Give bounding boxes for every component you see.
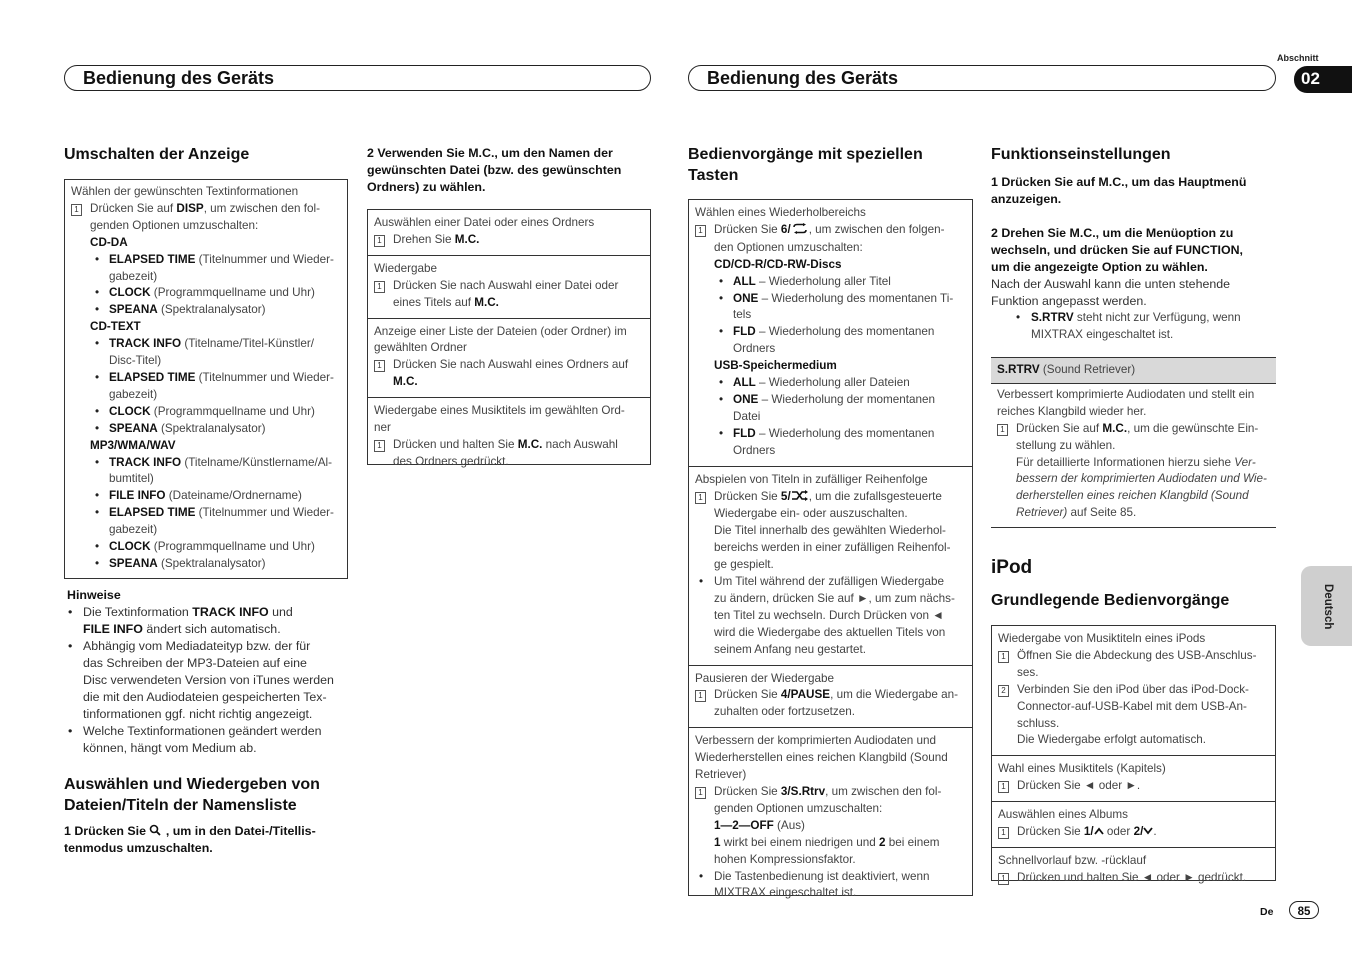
sec-repeat	[689, 200, 972, 467]
sec-pause	[689, 666, 972, 729]
option-item: • CLOCK (Programmquellname und Uhr)	[71, 539, 341, 556]
srtrv-desc: Verbessert komprimierte Audiodaten und stellt ein reiches Klangbild wieder her.	[997, 387, 1255, 418]
option-item: • TRACK INFO (Titelname/Titel-Künstler/ Disc-Titel)	[71, 336, 341, 370]
srtrv-box	[991, 357, 1276, 528]
group-items	[695, 274, 966, 359]
step-line: 1 Drücken und halten Sie M.C. nach Auswahl	[374, 437, 644, 454]
display-options-box	[64, 179, 348, 579]
group-title: CD/CD-R/CD-RW-Discs	[714, 257, 842, 271]
step-number-1: 1	[374, 281, 385, 293]
step-number-1: 1	[695, 492, 706, 504]
page-number-badge	[1289, 901, 1319, 919]
sec-ipod-album	[992, 802, 1275, 848]
step-line-cont: Wiedergabe ein- oder auszuschalten. Die Titel innerhalb des gewählten Wiederhol- bereichs werden in einer zufälligen Reihenfol- ge gespielt.	[714, 507, 951, 572]
header-bar-left	[64, 65, 651, 91]
step-line: 2 Verbinden Sie den iPod über das iPod-Dock- Connector-auf-USB-Kabel mit dem USB-An- schluss. Die Wiedergabe erfolgt automatisch.	[998, 682, 1269, 750]
sec-title: Wiedergabe	[374, 261, 438, 275]
step-line-cont: M.C.	[393, 375, 418, 389]
srtrv-note	[1012, 310, 1241, 344]
option-item: • CLOCK (Programmquellname und Uhr)	[71, 404, 341, 421]
ipod-box	[991, 625, 1276, 884]
step-number-1: 1	[998, 873, 1009, 885]
option-item: • FLD – Wiederholung des momentanen Ordners	[695, 324, 966, 358]
step-line: 1 Drücken und halten Sie ◄ oder ► gedrückt.	[998, 870, 1269, 887]
special-keys-box	[688, 199, 973, 900]
section-number: 02	[1301, 69, 1320, 88]
step-number-1: 1	[695, 225, 706, 237]
group-title: CD-DA	[90, 235, 128, 249]
sec-title: Pausieren der Wiedergabe	[695, 671, 835, 685]
step-line-cont: genden Optionen umzuschalten:	[714, 801, 883, 815]
sec-list	[368, 319, 650, 399]
option-groups	[71, 235, 341, 573]
step-line-cont: den Optionen umzuschalten:	[714, 240, 863, 254]
step-1-search: 1 Drücken Sie , um in den Datei-/Titellis- tenmodus umzuschalten.	[64, 824, 316, 855]
step-line: 1 Öffnen Sie die Abdeckung des USB-Anschlus- ses.	[998, 648, 1269, 682]
heading-funktionseinstellungen: Funktionseinstellungen	[991, 146, 1171, 163]
section-number-badge	[1294, 66, 1352, 93]
step-number-1: 1	[998, 651, 1009, 663]
option-item: • CLOCK (Programmquellname und Uhr)	[71, 285, 341, 302]
option-item: • ONE – Wiederholung der momentanen Datei	[695, 392, 966, 426]
option-item: • ELAPSED TIME (Titelnummer und Wieder- gabezeit)	[71, 370, 341, 404]
step-line: 1 Drücken Sie ◄ oder ►.	[998, 778, 1269, 795]
step-number-1: 1	[695, 690, 706, 702]
srtrv-header-text: S.RTRV (Sound Retriever)	[997, 363, 1136, 376]
step-number-2: 2	[998, 685, 1009, 697]
step-line: 1 Drehen Sie M.C.	[374, 232, 644, 249]
reference-text: Für detaillierte Informationen hierzu siehe Ver- bessern der komprimierten Audiodaten und Wie- derherstellen eines reichen Klangbild (Sound Retriever) auf Seite 85.	[1016, 455, 1267, 520]
step-line: 1 Drücken Sie 6/ , um zwischen den folgen-	[695, 222, 966, 240]
ipod-subheading: Grundlegende Bedienvorgänge	[991, 592, 1230, 609]
options-line: 1—2—OFF (Aus)	[714, 818, 805, 832]
notes	[64, 587, 354, 757]
sec-select-file	[368, 210, 650, 256]
step-line-cont: eines Titels auf M.C.	[393, 295, 499, 309]
step-line-cont: des Ordners gedrückt.	[393, 454, 509, 468]
step-1-main-menu: 1 Drücken Sie auf M.C., um das Hauptmenü anzuzeigen.	[991, 175, 1247, 206]
step-line-cont: genden Optionen umzuschalten:	[90, 218, 259, 232]
ipod-heading: iPod	[991, 557, 1033, 578]
step-line-cont: zuhalten oder fortzusetzen.	[714, 705, 855, 719]
notes-title: Hinweise	[67, 588, 121, 602]
step-number-1: 1	[374, 360, 385, 372]
abschnitt-label: Abschnitt	[1277, 53, 1319, 63]
search-icon	[149, 824, 162, 836]
option-item: • ONE – Wiederholung des momentanen Ti- tels	[695, 291, 966, 325]
option-item: • FILE INFO (Dateiname/Ordnername)	[71, 488, 341, 505]
sec-random	[689, 467, 972, 666]
heading-spezielle-tasten: Bedienvorgänge mit speziellen Tasten	[688, 146, 923, 184]
sec-title: Auswählen einer Datei oder eines Ordners	[374, 216, 595, 229]
group-title: MP3/WMA/WAV	[90, 438, 176, 452]
option-item: • ALL – Wiederholung aller Titel	[695, 274, 966, 291]
step-line: 1 Drücken Sie 5/ , um die zufallsgesteuerte	[695, 489, 966, 507]
sec-title-cont: ner	[374, 421, 391, 435]
footer-lang: De	[1260, 906, 1274, 918]
option-item: • SPEANA (Spektralanalysator)	[71, 556, 341, 573]
bullet-item: • Um Titel während der zufälligen Wiedergabe zu ändern, drücken Sie auf ►, um zum nächs- ten Titel zu wechseln. Durch Drücken von ◄ wird die Wiedergabe des aktuellen Titels von seinem Anfang neu gestartet.	[695, 574, 966, 659]
step-line: 1 Drücken Sie nach Auswahl eines Ordners auf	[374, 357, 644, 374]
sec-ipod-ff	[992, 848, 1275, 893]
step-line-cont: stellung zu wählen.	[1016, 438, 1116, 452]
sec-sound-retriever	[689, 728, 972, 908]
sec-ipod-play	[992, 626, 1275, 756]
option-item: • SPEANA (Spektralanalysator)	[71, 302, 341, 319]
heading-umschalten: Umschalten der Anzeige	[64, 146, 250, 163]
step-line: 1 Drücken Sie 1/ oder 2/ .	[998, 824, 1269, 841]
bullet-item: • Die Tastenbedienung ist deaktiviert, wenn MIXTRAX eingeschaltet ist.	[695, 869, 966, 903]
group-items	[695, 375, 966, 460]
sec-ipod-track	[992, 756, 1275, 802]
step-number-1: 1	[71, 204, 82, 216]
sec-play-folder	[368, 398, 650, 477]
shuffle-icon	[791, 490, 809, 507]
heading-auswaehlen: Auswählen und Wiedergeben von Dateien/Titeln der Namensliste	[64, 776, 320, 814]
step-number-1: 1	[374, 440, 385, 452]
sec-playback	[368, 256, 650, 319]
sec-title: Wahl eines Musiktitels (Kapitels)	[998, 762, 1166, 776]
step-line: 1 Drücken Sie auf M.C., um die gewünschte Ein-	[997, 421, 1270, 438]
note-item: • Welche Textinformationen geändert werden können, hängt vom Medium ab.	[64, 723, 354, 757]
box-title: Wählen der gewünschten Textinformationen	[71, 185, 299, 198]
step-line: 1 Drücken Sie nach Auswahl einer Datei oder	[374, 278, 644, 295]
sec-title: Wiedergabe eines Musiktitels im gewählten Ord-	[374, 404, 625, 418]
language-side-tab-label: Deutsch	[1322, 584, 1334, 630]
sec-title: Schnellvorlauf bzw. -rücklauf	[998, 853, 1147, 867]
srtrv-box-header	[991, 358, 1276, 384]
sec-title: Abspielen von Titeln in zufälliger Reihenfolge	[695, 472, 928, 486]
step-2-select-file: 2 Verwenden Sie M.C., um den Namen der gewünschten Datei (bzw. des gewünschten Ordners) zu wählen.	[367, 146, 622, 194]
option-item: • SPEANA (Spektralanalysator)	[71, 421, 341, 438]
chevron-down-icon	[1143, 824, 1153, 841]
page-title-left: Bedienung des Geräts	[83, 68, 275, 88]
sec-title: Wählen eines Wiederholbereichs	[695, 206, 866, 219]
sec-title-cont: gewählten Ordner	[374, 341, 467, 355]
srtrv-box-body	[991, 384, 1276, 525]
file-operations-box	[367, 209, 651, 468]
page-number: 85	[1297, 906, 1311, 918]
group-title: CD-TEXT	[90, 320, 141, 334]
step-number-1: 1	[998, 781, 1009, 793]
step-line: 1 Drücken Sie auf DISP, um zwischen den fol-	[71, 201, 341, 218]
option-item: • ELAPSED TIME (Titelnummer und Wieder- gabezeit)	[71, 252, 341, 286]
step-number-1: 1	[374, 235, 385, 247]
function-para: Nach der Auswahl kann die unten stehende Funktion angepasst werden.	[991, 277, 1231, 308]
step-number-1: 1	[695, 787, 706, 799]
sec-title: Auswählen eines Albums	[998, 808, 1128, 822]
step-2-menu-option: 2 Drehen Sie M.C., um die Menüoption zu wechseln, und drücken Sie auf FUNCTION, um die angezeigte Option zu wählen.	[991, 226, 1243, 274]
option-item: • ELAPSED TIME (Titelnummer und Wieder- gabezeit)	[71, 505, 341, 539]
sec-title: Verbessern der komprimierten Audiodaten und Wiederherstellen eines reichen Klangbild (Sound Retriever)	[695, 734, 948, 782]
sec-title: Anzeige einer Liste der Dateien (oder Ordner) im	[374, 324, 627, 338]
note-item: • Abhängig vom Mediadateityp bzw. der für das Schreiben der MP3-Dateien auf eine Disc verwendeten Version von iTunes werden die mit den Audiodateien gespeicherten Tex- tinformationen ggf. nicht richtig angezeigt.	[64, 638, 354, 723]
step-number-1: 1	[997, 424, 1008, 436]
display-options-section	[65, 180, 347, 579]
sec-title: Wiedergabe von Musiktiteln eines iPods	[998, 632, 1206, 645]
option-item: • TRACK INFO (Titelname/Künstlername/Al- bumtitel)	[71, 455, 341, 489]
group-title: USB-Speichermedium	[714, 359, 837, 373]
repeat-icon	[791, 223, 809, 240]
chevron-up-icon	[1094, 824, 1104, 841]
language-side-tab	[1301, 566, 1352, 646]
header-bar-right	[688, 65, 1276, 91]
option-item: • ALL – Wiederholung aller Dateien	[695, 375, 966, 392]
step-number-1: 1	[998, 827, 1009, 839]
page-title-right: Bedienung des Geräts	[707, 68, 899, 88]
option-item: • FLD – Wiederholung des momentanen Ordners	[695, 426, 966, 460]
step-line: 1 Drücken Sie 3/S.Rtrv, um zwischen den fol-	[695, 784, 966, 801]
desc-line: 1 wirkt bei einem niedrigen und 2 bei einem hohen Kompressionsfaktor.	[714, 835, 940, 866]
bullet-item: • S.RTRV steht nicht zur Verfügung, wenn MIXTRAX eingeschaltet ist.	[1012, 310, 1241, 344]
note-item: • Die Textinformation TRACK INFO und FILE INFO ändert sich automatisch.	[64, 604, 354, 638]
step-line: 1 Drücken Sie 4/PAUSE, um die Wiedergabe an-	[695, 687, 966, 704]
